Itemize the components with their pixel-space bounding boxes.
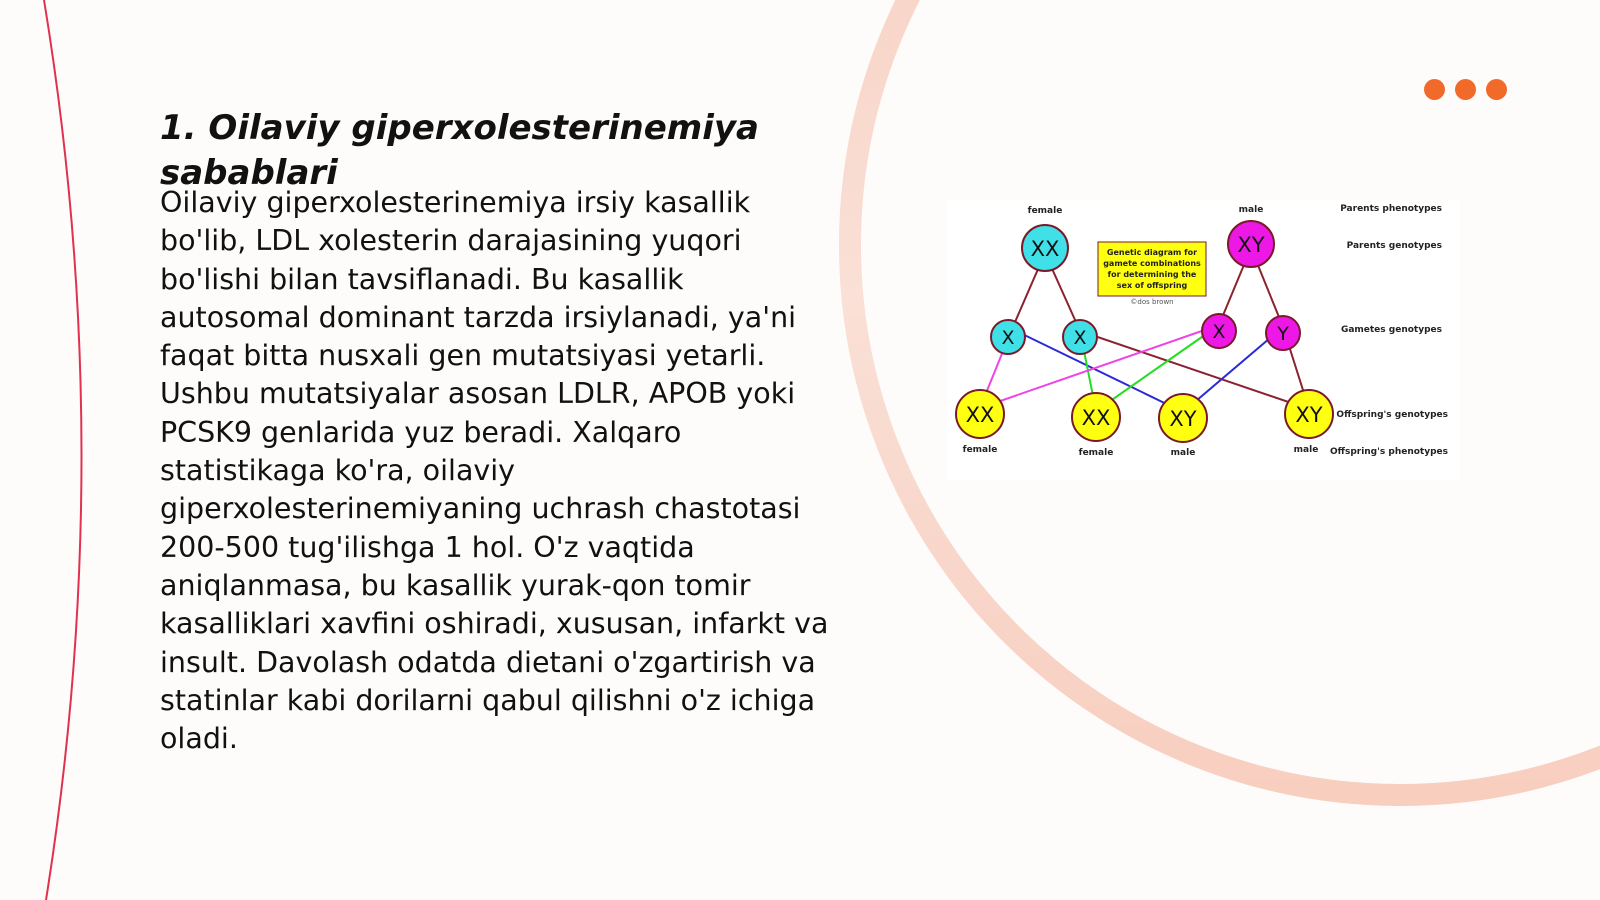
parent-phenotype: male: [1238, 205, 1264, 215]
offspring-genotype: XY: [1295, 403, 1323, 427]
caption-line: for determining the: [1107, 270, 1197, 279]
offspring-genotype: XX: [965, 403, 995, 427]
slide-body-text: Oilaviy giperxolesterinemiya irsiy kasallik bo'lib, LDL xolesterin darajasining yuqori bo'lishi bilan tavsiflanadi. Bu kasallik autosomal dominant tarzda irsiylanadi, ya'ni faqat bitta nusxali gen mutatsiyasi yetarli. Ushbu mutatsiyalar asosan LDLR, APOB yoki PCSK9 genlarida yuz beradi. Xalqaro statistikaga ko'ra, oilaviy giperxolesterinemiyaning uchrash chastotasi 200-500 tug'ilishga 1 hol. O'z vaqtida aniqlanmasa, bu kasallik yurak-qon tomir kasalliklari xavfini oshiradi, xususan, infarkt va insult. Davolash odatda dietani o'zgartirish va statinlar kabi dorilarni qabul qilishni o'z ichiga oladi.: [160, 186, 829, 756]
left-accent-line: [44, 0, 82, 900]
caption-line: gamete combinations: [1103, 259, 1201, 268]
offspring-phenotype: female: [962, 445, 998, 455]
offspring-phenotype: male: [1293, 445, 1319, 455]
offspring-phenotype: female: [1078, 448, 1114, 458]
dot: [1486, 79, 1507, 100]
parent-phenotype: female: [1027, 206, 1063, 216]
offspring-genotype: XY: [1169, 407, 1197, 431]
offspring-phenotype: male: [1170, 448, 1196, 458]
gamete-node: [991, 320, 1025, 354]
offspring-node: [956, 390, 1004, 455]
gamete-label: X: [1073, 327, 1087, 349]
genetic-diagram: [946, 200, 1460, 480]
gamete-label: X: [1212, 321, 1226, 343]
parent-genotype: XY: [1237, 233, 1265, 257]
diagram-credit: ©dos brown: [1130, 298, 1174, 306]
row-label-gametes-genotypes: Gametes genotypes: [1340, 325, 1442, 335]
row-label-parents-genotypes: Parents genotypes: [1346, 241, 1442, 251]
dot: [1455, 79, 1476, 100]
offspring-node: [1072, 393, 1120, 458]
gamete-node: [1202, 314, 1236, 348]
gamete-label: X: [1001, 327, 1015, 349]
dot: [1424, 79, 1445, 100]
slide-dots: [1424, 79, 1507, 100]
slide-title: 1. Oilaviy giperxolesterinemiya sabablari: [160, 108, 759, 193]
row-label-parents-phenotypes: Parents phenotypes: [1340, 204, 1442, 214]
parent-genotype: XX: [1030, 237, 1060, 261]
gamete-label: Y: [1277, 323, 1289, 345]
gamete-node: [1063, 320, 1097, 354]
diagram-caption: [1098, 242, 1206, 306]
row-label-offsprings-genotypes: Offspring's genotypes: [1336, 410, 1448, 420]
caption-line: sex of offspring: [1116, 281, 1188, 290]
parent-female-node: [1022, 206, 1068, 271]
caption-line: Genetic diagram for: [1106, 248, 1198, 257]
gamete-node: [1266, 316, 1300, 350]
row-label-offsprings-phenotypes: Offspring's phenotypes: [1330, 447, 1448, 457]
offspring-genotype: XX: [1081, 406, 1111, 430]
